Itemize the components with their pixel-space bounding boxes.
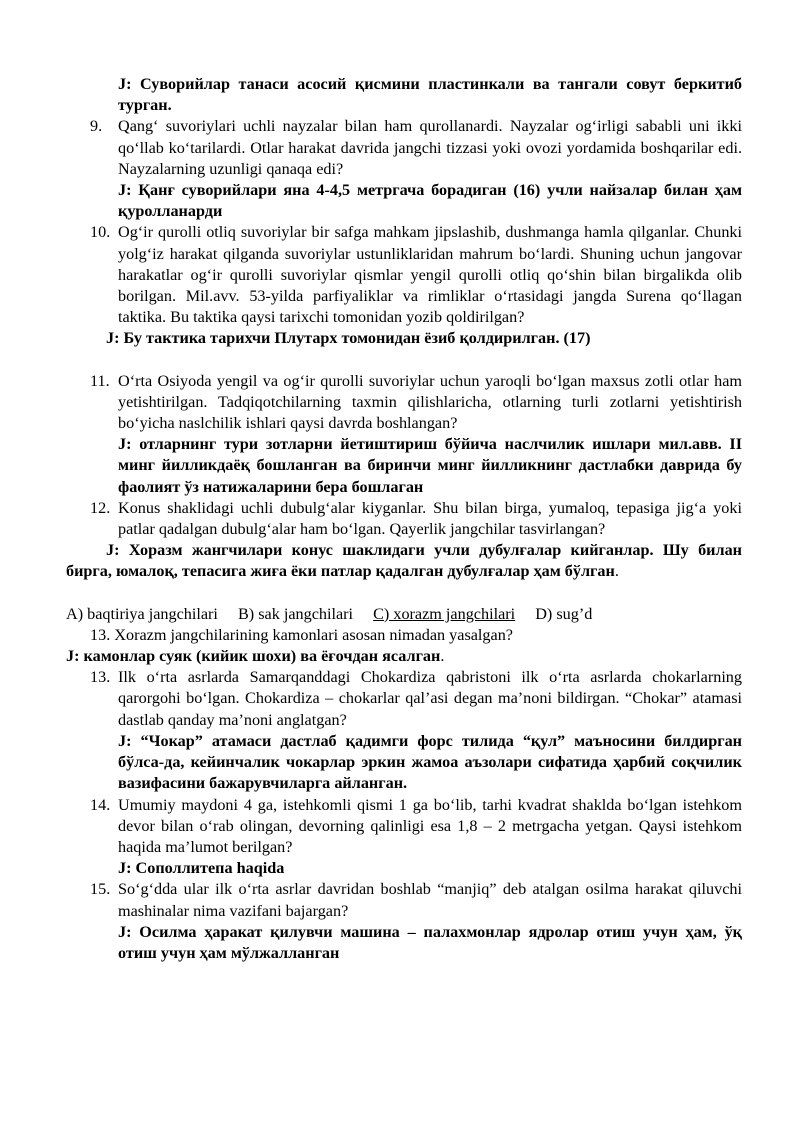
item-number: 11. — [90, 371, 110, 390]
question-item-13 — [66, 667, 742, 794]
question-item-12 — [66, 498, 742, 540]
answer-end: . — [440, 647, 445, 666]
item-number: 15. — [90, 880, 111, 899]
option-a: A) baqtiriya jangchilari — [66, 604, 218, 623]
question-text: Og‘ir qurolli otliq suvoriylar bir safga mahkam jipslashib, dushmanga hamla qilganlar. Chunki yolg‘iz harakat qilganda suvoriylar ustunliklaridan mahrum bo‘lardi. Shuning uchun jangovar harakatlar og‘ir qurolli suvoriylar qismlar yengil qurolli otliq qo‘shin bilan birgalikda olib borilgan. Mil.avv. 53-yilda parfiyaliklar va rimliklar o‘rtasidagi jangda Surena qo‘llagan taktika. Bu taktika qaysi tarixchi tomonidan yozib qoldirilgan? — [118, 223, 742, 327]
question-item-15 — [66, 879, 742, 964]
item-number: 10. — [90, 223, 111, 242]
question-text: Ilk o‘rta asrlarda Samarqanddagi Chokardiza qabristoni ilk o‘rta asrlarda chokarlarning qarorgohi bo‘lgan. Chokardiza – chokarlar qal’asi degan ma’noni bildirgan. “Chokar” atamasi dastlab qanday ma’noni anglatgan? — [118, 668, 742, 729]
question-13-kamonlar: 13. Xorazm jangchilarining kamonlari asosan nimadan yasalgan? — [90, 625, 513, 644]
spacer — [66, 583, 742, 604]
option-b: B) sak jangchilari — [237, 604, 354, 623]
answer-12 — [66, 540, 742, 582]
question-text: Umumiy maydoni 4 ga, istehkomli qismi 1 ga bo‘lib, tarhi kvadrat shaklda bo‘lgan istehkom devor bilan o‘rab olingan, devorning qalinligi esa 1,8 – 2 metrgacha yetgan. Qaysi istehkom haqida ma’lumot berilgan? — [118, 795, 742, 856]
answer-text: J: отларнинг тури зотларни йетиштириш бўйича наслчилик ишлари мил.авв. II минг йилликдаёқ бошланган ва биринчи минг йилликнинг дастлабки даврида бу фаолият ўз натижаларини бера бошлаган — [118, 435, 742, 496]
item-number: 9. — [90, 117, 103, 136]
answer-options — [66, 604, 742, 625]
question-text: Qang‘ suvoriylari uchli nayzalar bilan ham qurollanardi. Nayzalar og‘irligi sababli uni ikki qo‘llab ko‘tarilardi. Otlar harakat davrida jangchi tizzasi yoki ovozi yordamida boshqarilar edi. Nayzalarning uzunligi qanaqa edi? — [118, 117, 742, 178]
question-text: Konus shaklidagi uchli dubulg‘alar kiyganlar. Shu bilan birga, yumaloq, tepasiga jig‘a yoki patlar qadalgan dubulg‘alar ham bo‘lgan. Qayerlik jangchilar tasvirlangan? — [118, 498, 742, 539]
question-text: O‘rta Osiyoda yengil va og‘ir qurolli suvoriylar uchun yaroqli bo‘lgan maxsus zotli otlar ham yetishtirilgan. Tadqiqotchilarning taxmin qilishlaricha, otlarning turli zotlarni yetishtirish bo‘yicha naslchilik ishlari qaysi davrda boshlangan? — [118, 371, 742, 433]
question-item-11 — [66, 371, 742, 498]
question-item-14 — [66, 795, 742, 880]
question-item-9 — [66, 116, 742, 222]
answer-text: J: камонлар суяк (кийик шохи) ва ёғочдан ясалган — [66, 647, 441, 666]
answer-text: J: Осилма ҳаракат қилувчи машина – палахмонлар ядролар отиш учун ҳам, ўқ отиш учун ҳам мўлжалланган — [118, 922, 742, 962]
item-number: 14. — [90, 795, 111, 814]
answer-13-kamonlar — [66, 646, 742, 667]
answer-10: J: Бу тактика тарихчи Плутарх томонидан ёзиб қолдирилган. (17) — [106, 329, 591, 348]
option-d: D) sug’d — [535, 604, 593, 623]
question-item-10 — [66, 222, 742, 328]
answer-text: J: Қанғ суворийлари яна 4-4,5 метргача борадиган (16) учли найзалар билан ҳам қуролланарди — [118, 181, 742, 221]
answer-end: . — [614, 562, 619, 581]
spacer — [66, 350, 742, 371]
answer-text: J: Сополлитепа haqida — [118, 859, 285, 878]
question-text: So‘g‘dda ular ilk o‘rta asrlar davridan boshlab “manjiq” deb atalgan osilma harakat qiluvchi mashinalar nima vazifani bajargan? — [118, 880, 742, 920]
item-number: 13. — [90, 668, 111, 687]
item-number: 12. — [90, 498, 111, 517]
answer-text: J: Хоразм жангчилари конус шаклидаги учли дубулғалар кийганлар. Шу билан бирга, юмалоқ, тепасига жиға ёки патлар қадалган дубулғалар ҳам бўлган — [66, 541, 742, 581]
option-c-correct: C) xorazm jangchilari — [373, 604, 516, 623]
answer-text: J: “Чокар” атамаси дастлаб қадимги форс тилида “қул” маъносини билдирган бўлса-да, кейинчалик чокарлар эркин жамоа аъзолари сифатида ҳарбий соқчилик вазифасини бажарувчиларга айланган. — [118, 731, 742, 793]
answer-8: J: Суворийлар танаси асосий қисмини пластинкали ва тангали совут беркитиб турган. — [118, 75, 742, 115]
